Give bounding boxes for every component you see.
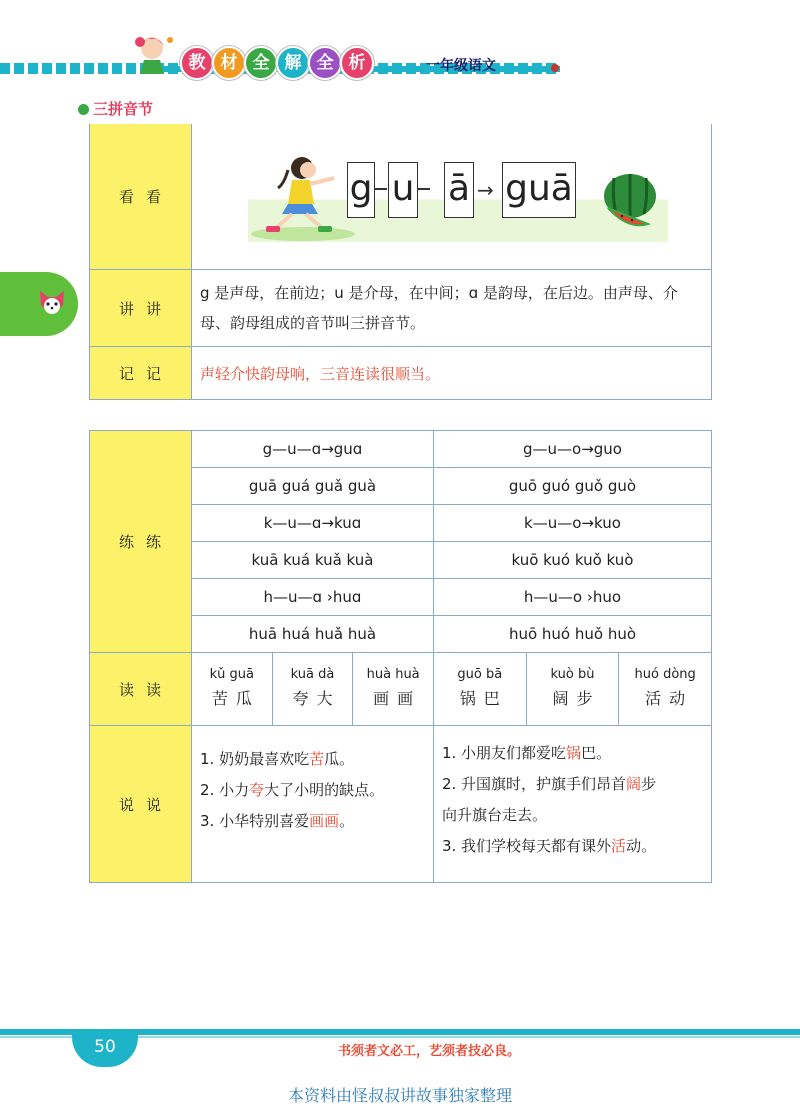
title-char-6: 析 <box>340 46 374 80</box>
read-pinyin: huà huà <box>366 667 420 682</box>
practice-cell: g—u—ɑ→guɑ <box>192 431 434 468</box>
joiner-dash <box>417 188 430 190</box>
jiang-text-line2: 母、韵母组成的音节叫三拼音节。 <box>200 314 426 332</box>
say-sentence <box>200 744 425 775</box>
read-pinyin: kuā dà <box>290 667 335 682</box>
practice-cell: guō guó guǒ guò <box>433 468 711 505</box>
intro-table <box>89 124 712 400</box>
jiang-cell <box>192 270 712 347</box>
read-pinyin: huó dòng <box>634 667 696 682</box>
say-highlight: 苦 <box>309 750 325 768</box>
practice-table <box>89 430 712 883</box>
say-text: 1. 奶奶最喜欢吃 <box>200 750 310 768</box>
footer-motto: 书须者文必工，艺须者技必良。 <box>338 1044 521 1059</box>
joiner-dash <box>374 188 387 190</box>
read-word <box>353 653 433 725</box>
read-hanzi: 夸大 <box>292 689 341 708</box>
grade-label: 一年级语文 <box>426 58 496 74</box>
read-label: 读读 <box>90 653 192 726</box>
practice-cell: k—u—o→kuo <box>433 505 711 542</box>
say-text: 瓜。 <box>324 750 355 768</box>
bullet-icon <box>78 104 89 115</box>
say-text: 2. 升国旗时，护旗手们昂首 <box>441 775 627 793</box>
girl-mascot-icon <box>130 30 178 76</box>
kan-label: 看看 <box>90 124 192 270</box>
say-highlight: 阔 <box>626 775 642 793</box>
read-right-cell <box>433 653 711 726</box>
say-highlight: 夸 <box>249 781 265 799</box>
read-hanzi: 苦瓜 <box>211 689 260 708</box>
read-pinyin: kuò bù <box>550 667 595 682</box>
say-text: 2. 小力 <box>200 781 250 799</box>
read-pinyin: guō bā <box>457 667 503 682</box>
title-char-3: 全 <box>244 46 278 80</box>
say-left-cell <box>192 726 434 883</box>
read-hanzi: 锅巴 <box>459 689 508 708</box>
section-title <box>78 98 153 119</box>
practice-cell: kuā kuá kuǎ kuà <box>192 542 434 579</box>
read-word <box>527 653 620 725</box>
say-text: 巴。 <box>581 744 612 762</box>
title-char-2: 材 <box>212 46 246 80</box>
header-dot <box>551 64 559 72</box>
practice-label: 练练 <box>90 431 192 653</box>
say-text: 1. 小朋友们都爱吃 <box>441 744 567 762</box>
practice-cell: huā huá huǎ huà <box>192 616 434 653</box>
say-label: 说说 <box>90 726 192 883</box>
say-highlight: 锅 <box>566 744 582 762</box>
read-word <box>619 653 711 725</box>
page-number: 50 <box>72 1029 138 1067</box>
say-text: 步 <box>641 775 657 793</box>
pinyin-box-g: g <box>347 162 375 218</box>
read-hanzi: 阔步 <box>552 689 601 708</box>
say-right-cell <box>433 726 711 883</box>
read-word <box>273 653 354 725</box>
practice-cell: h—u—o ›huo <box>433 579 711 616</box>
say-text: 3. 小华特别喜爱 <box>200 812 310 830</box>
say-sentence <box>442 831 703 862</box>
section-title-text: 三拼音节 <box>93 100 154 118</box>
say-highlight: 画画 <box>309 812 340 830</box>
read-word <box>434 653 527 725</box>
side-tab <box>0 272 78 336</box>
read-pinyin: kǔ guā <box>209 667 254 682</box>
say-text: 动。 <box>626 837 657 855</box>
title-char-5: 全 <box>308 46 342 80</box>
title-char-1: 教 <box>180 46 214 80</box>
pinyin-box-u: u <box>388 162 418 218</box>
ji-text: 声轻介快韵母响，三音连读很顺当。 <box>192 347 712 400</box>
practice-cell: g—u—o→guo <box>433 431 711 468</box>
read-word <box>192 653 273 725</box>
read-hanzi: 活动 <box>645 689 694 708</box>
read-hanzi: 画画 <box>373 689 422 708</box>
practice-cell: k—u—ɑ→kuɑ <box>192 505 434 542</box>
say-text: 3. 我们学校每天都有课外 <box>441 837 612 855</box>
practice-cell: kuō kuó kuǒ kuò <box>433 542 711 579</box>
page-header <box>0 0 800 90</box>
ji-label: 记记 <box>90 347 192 400</box>
title-char-4: 解 <box>276 46 310 80</box>
girl-pushing-icon <box>248 148 358 242</box>
read-left-cell <box>192 653 434 726</box>
practice-cell: h—u—ɑ ›huɑ <box>192 579 434 616</box>
fox-mascot-icon <box>36 287 68 319</box>
watermelon-icon <box>598 168 662 228</box>
say-sentence <box>200 775 425 806</box>
kan-cell <box>192 124 712 270</box>
say-text: 向升旗台走去。 <box>441 806 547 824</box>
arrow-right-icon: → <box>477 178 494 202</box>
practice-cell: huō huó huǒ huò <box>433 616 711 653</box>
pinyin-box-a: ā <box>444 162 474 218</box>
say-sentence <box>442 738 703 769</box>
pinyin-box-gua: guā <box>502 162 576 218</box>
say-sentence <box>442 800 703 831</box>
watermark-text: 本资料由怪叔叔讲故事独家整理 <box>287 1086 512 1105</box>
say-sentence <box>442 769 703 800</box>
say-text: 大了小明的缺点。 <box>264 781 385 799</box>
jiang-label: 讲讲 <box>90 270 192 347</box>
practice-cell: guā guá guǎ guà <box>192 468 434 505</box>
say-sentence <box>200 806 425 837</box>
say-highlight: 活 <box>611 837 627 855</box>
say-text: 。 <box>339 812 355 830</box>
jiang-text-line1: g 是声母，在前边；u 是介母，在中间；ɑ 是韵母，在后边。由声母、介 <box>200 284 678 302</box>
